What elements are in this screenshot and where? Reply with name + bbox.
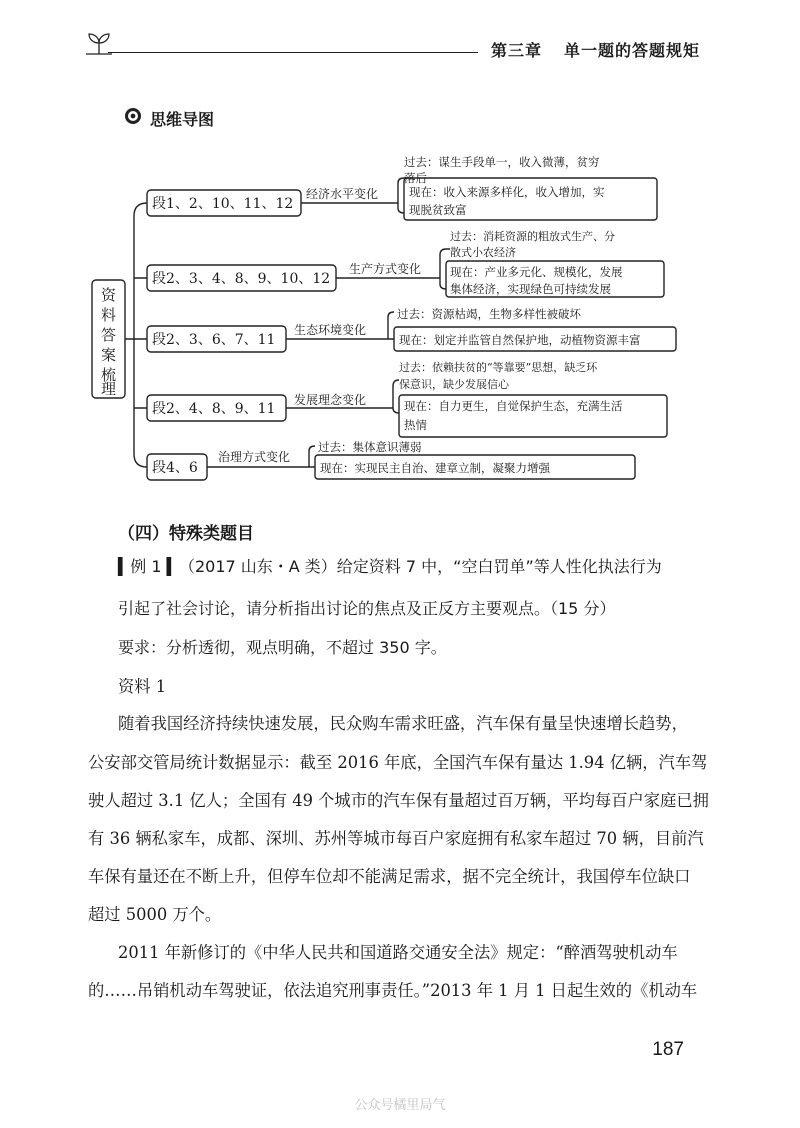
- mindmap-root-char: 料: [100, 306, 117, 324]
- material-line: 的……吊销机动车驾驶证，依法追究刑事责任。”2013 年 1 月 1 日起生效的《机动车: [88, 981, 698, 1000]
- material-line: 随着我国经济持续快速发展，民众购车需求旺盛，汽车保有量呈快速增长趋势，: [118, 714, 688, 733]
- branch-past-line: 过去：消耗资源的粗放式生产、分: [450, 230, 615, 243]
- material-line: 超过 5000 万个。: [88, 905, 222, 924]
- example-question-line: ▍例 1 ▍（2017 山东・A 类）给定资料 7 中，“空白罚单”等人性化执法行为: [118, 557, 662, 576]
- watermark: 公众号橘里局气: [354, 1098, 446, 1113]
- mindmap-title: 思维导图: [150, 110, 215, 129]
- page-number: 187: [652, 1039, 684, 1060]
- material-line: 驶人超过 3.1 亿人；全国有 49 个城市的汽车保有量超过百万辆，平均每百户家庭已拥: [88, 791, 709, 810]
- branch-now-line: 现在：自力更生，自觉保护生态，充满生活: [404, 399, 623, 413]
- branch-paragraphs: 段1、2、10、11、12: [152, 196, 294, 212]
- section-heading: （四）特殊类题目: [118, 524, 254, 544]
- branch-past-line: 过去：谋生手段单一，收入微薄，贫穷: [404, 155, 600, 169]
- mindmap-root-char: 资: [100, 286, 117, 304]
- branch-past-line: 落后: [404, 171, 427, 185]
- branch-past-line: 过去：资源枯竭，生物多样性被破坏: [397, 307, 581, 321]
- chapter-title: 单一题的答题规矩: [563, 41, 700, 60]
- branch-paragraphs: 段2、3、6、7、11: [152, 332, 276, 348]
- branch-paragraphs: 段2、3、4、8、9、10、12: [152, 271, 331, 287]
- branch-past-line: 保意识，缺少发展信心: [399, 378, 509, 391]
- branch-past-line: 散式小农经济: [450, 246, 516, 259]
- branch-now-line: 现在：收入来源多样化，收入增加，实: [409, 185, 605, 199]
- branch-topic: 发展理念变化: [294, 393, 367, 407]
- material-line: 有 36 辆私家车，成都、深圳、苏州等城市每百户家庭拥有私家车超过 70 辆，目前汽: [88, 829, 704, 848]
- branch-paragraphs: 段2、4、8、9、11: [152, 401, 276, 417]
- branch-paragraphs: 段4、6: [152, 460, 198, 476]
- material-line: 2011 年新修订的《中华人民共和国道路交通安全法》规定：“醉酒驾驶机动车: [118, 943, 678, 962]
- branch-now-line: 现在：实现民主自治、建章立制，凝聚力增强: [320, 461, 550, 475]
- mindmap-root-char: 梳: [100, 366, 117, 384]
- requirement: 要求：分析透彻，观点明确，不超过 350 字。: [118, 638, 447, 657]
- branch-now-line: 热情: [404, 418, 427, 432]
- material-label: 资料 1: [118, 677, 167, 696]
- branch-now-line: 集体经济，实现绿色可持续发展: [450, 282, 611, 296]
- mindmap-root-char: 理: [100, 380, 117, 398]
- branch-topic: 治理方式变化: [218, 450, 291, 464]
- example-question-line: 引起了社会讨论，请分析指出讨论的焦点及正反方主要观点。（15 分）: [118, 599, 616, 618]
- branch-topic: 生产方式变化: [349, 262, 422, 276]
- branch-past-line: 过去：集体意识薄弱: [318, 440, 422, 454]
- mindmap: [0, 0, 800, 520]
- branch-topic: 经济水平变化: [306, 187, 379, 201]
- branch-now-line: 现在：划定并监管自然保护地，动植物资源丰富: [399, 333, 641, 347]
- mindmap-root-char: 答: [100, 326, 117, 344]
- mindmap-trunk: [125, 203, 147, 467]
- chapter-number: 第三章: [490, 41, 542, 60]
- branch-now-line: 现在：产业多元化、规模化，发展: [450, 265, 623, 279]
- material-line: 车保有量还在不断上升，但停车位却不能满足需求，据不完全统计，我国停车位缺口: [88, 867, 691, 886]
- material-line: 公安部交管局统计数据显示：截至 2016 年底，全国汽车保有量达 1.94 亿辆，汽车驾: [88, 753, 708, 772]
- branch-topic: 生态环境变化: [294, 323, 367, 337]
- branch-now-line: 现脱贫致富: [409, 203, 467, 217]
- branch-past-line: 过去：依赖扶贫的“等靠要”思想，缺乏环: [399, 361, 598, 374]
- mindmap-root-char: 案: [100, 346, 117, 364]
